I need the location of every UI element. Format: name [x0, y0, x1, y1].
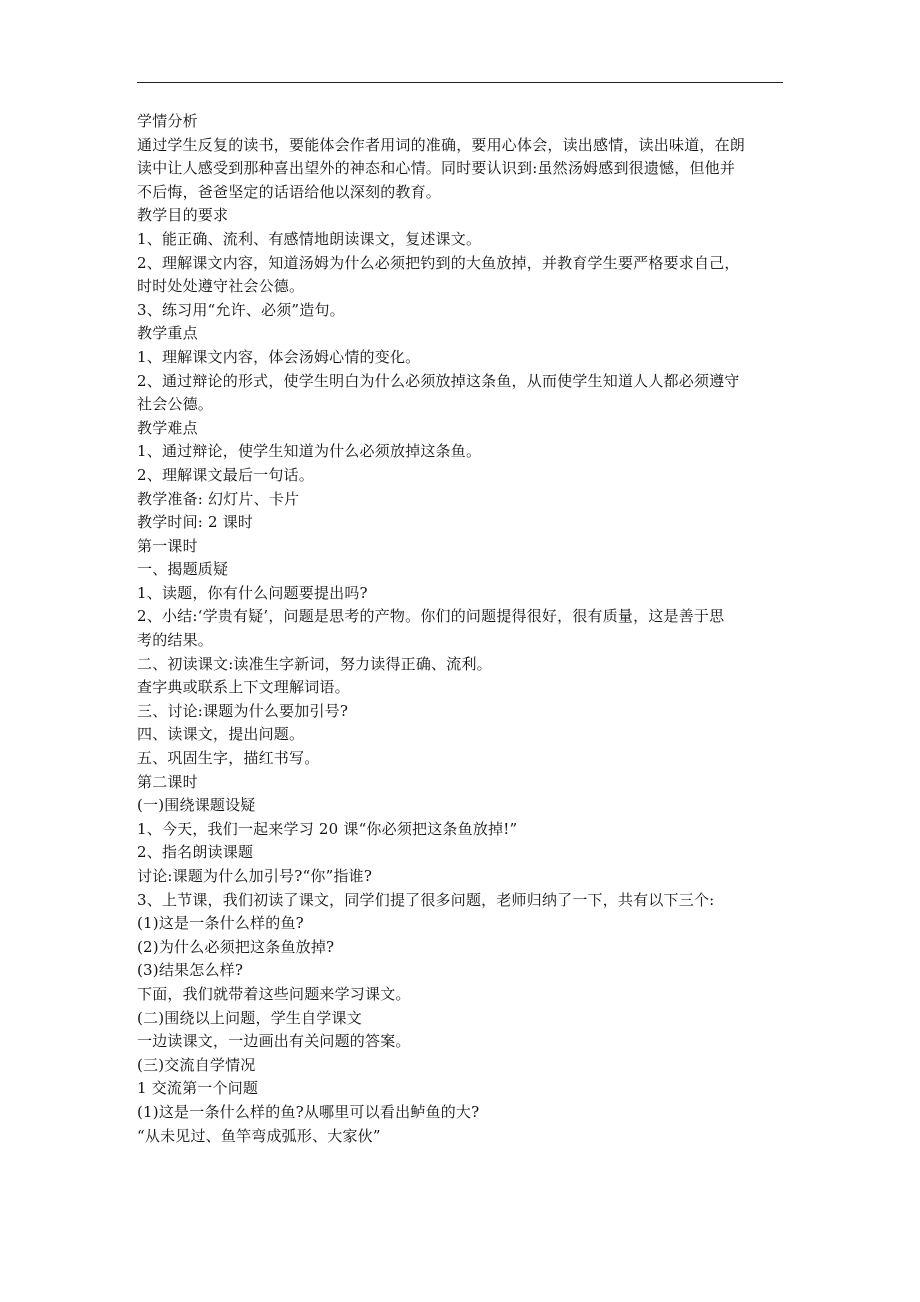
text-line: 2、小结:‘学贵有疑’，问题是思考的产物。你们的问题提得很好，很有质量，这是善于思: [137, 607, 725, 626]
text-line: 教学重点: [137, 324, 198, 343]
text-line: 第二课时: [137, 772, 198, 791]
text-line: 下面，我们就带着这些问题来学习课文。: [137, 984, 411, 1003]
header-rule: [137, 82, 783, 83]
text-line: 1 交流第一个问题: [137, 1079, 259, 1098]
text-line: 四、读课文，提出问题。: [137, 725, 305, 744]
text-line: 通过学生反复的读书，要能体会作者用词的准确，要用心体会，读出感情，读出味道，在朗: [137, 135, 746, 154]
text-line: (一)围绕课题设疑: [137, 796, 256, 815]
text-line: (1)这是一条什么样的鱼?从哪里可以看出鲈鱼的大?: [137, 1102, 480, 1121]
document-body: [137, 110, 785, 1148]
text-line: 教学目的要求: [137, 206, 229, 225]
text-line: 1、通过辩论，使学生知道为什么必须放掉这条鱼。: [137, 442, 482, 461]
text-line: (1)这是一条什么样的鱼?: [137, 914, 304, 933]
text-line: (二)围绕以上问题，学生自学课文: [137, 1008, 362, 1027]
text-line: 教学时间: 2 课时: [137, 513, 254, 532]
text-line: “从未见过、鱼竿弯成弧形、大家伙”: [137, 1126, 381, 1145]
text-line: 1、能正确、流利、有感情地朗读课文，复述课文。: [137, 229, 482, 248]
text-line: 2、指名朗读课题: [137, 843, 254, 862]
text-line: 1、今天，我们一起来学习 20 课“你必须把这条鱼放掉!”: [137, 819, 518, 838]
text-line: 2、理解课文最后一句话。: [137, 465, 314, 484]
text-line: 3、上节课，我们初读了课文，同学们提了很多问题，老师归纳了一下，共有以下三个:: [137, 890, 715, 909]
text-line: 学情分析: [137, 112, 198, 130]
text-line: (三)交流自学情况: [137, 1055, 256, 1074]
text-line: 1、读题，你有什么问题要提出吗?: [137, 583, 368, 602]
text-line: 三、讨论:课题为什么要加引号?: [137, 701, 349, 720]
text-line: 考的结果。: [137, 631, 214, 650]
text-line: 2、理解课文内容，知道汤姆为什么必须把钓到的大鱼放掉，并教育学生要严格要求自己，: [137, 253, 740, 272]
text-line: 1、理解课文内容，体会汤姆心情的变化。: [137, 347, 421, 366]
text-line: 3、练习用“允许、必须”造句。: [137, 300, 345, 319]
text-line: 二、初读课文:读准生字新词，努力读得正确、流利。: [137, 654, 492, 673]
text-line: 2、通过辩论的形式，使学生明白为什么必须放掉这条鱼，从而使学生知道人人都必须遵守: [137, 371, 740, 390]
text-line: 时时处处遵守社会公德。: [137, 277, 305, 296]
text-line: 讨论:课题为什么加引号?“你”指谁?: [137, 867, 373, 885]
text-line: (2)为什么必须把这条鱼放掉?: [137, 937, 335, 956]
text-line: 教学准备: 幻灯片、卡片: [137, 489, 300, 508]
text-line: 第一课时: [137, 536, 198, 555]
text-line: 不后悔，爸爸坚定的话语给他以深刻的教育。: [137, 182, 442, 201]
text-line: 读中让人感受到那种喜出望外的神态和心情。同时要认识到:虽然汤姆感到很遗憾，但他并: [137, 159, 736, 178]
text-line: 一边读课文，一边画出有关问题的答案。: [137, 1032, 411, 1051]
text-line: 一、揭题质疑: [137, 560, 229, 579]
text-line: 教学难点: [137, 418, 198, 437]
text-line: 查字典或联系上下文理解词语。: [137, 678, 350, 697]
text-line: 五、巩固生字，描红书写。: [137, 749, 320, 768]
text-line: 社会公德。: [137, 395, 214, 414]
text-line: (3)结果怎么样?: [137, 961, 244, 980]
